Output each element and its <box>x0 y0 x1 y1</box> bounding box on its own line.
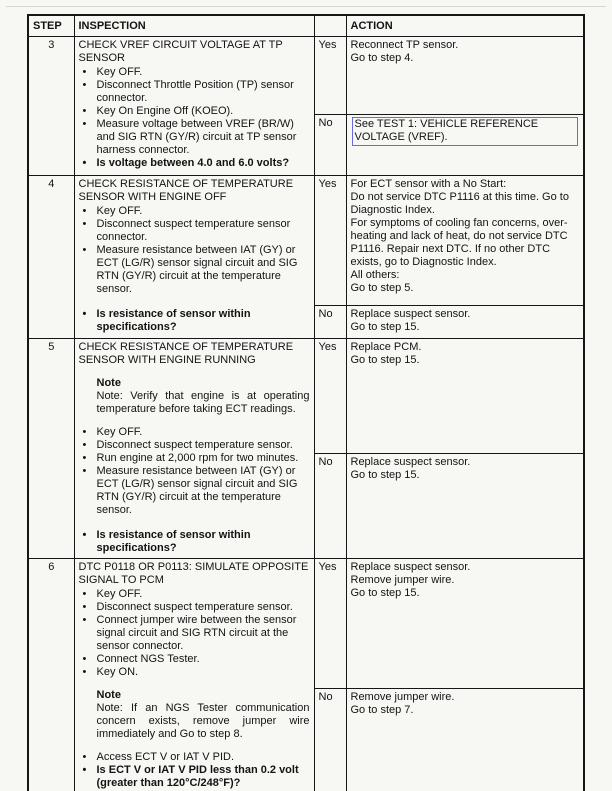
inspection-instruction-text: Key OFF. <box>96 66 143 78</box>
inspection-instruction <box>79 588 310 601</box>
inspection-instruction-text: Measure voltage between VREF (BR/W) and SIG RTN (GY/R) circuit at TP sensor harness connector. <box>96 118 297 156</box>
inspection-instruction-text: Is voltage between 4.0 and 6.0 volts? <box>96 157 290 169</box>
step-subrow-yes <box>28 176 584 306</box>
inspection-instruction <box>79 653 310 666</box>
inspection-instruction-text: Key ON. <box>96 666 139 678</box>
inspection-instruction <box>79 751 310 764</box>
inspection-instruction-text: Is ECT V or IAT V PID less than 0.2 volt (greater than 120°C/248°F)? <box>96 764 299 789</box>
action-text: Go to step 4. <box>350 52 414 64</box>
inspection-instruction <box>79 465 310 517</box>
bullet-icon: • <box>82 308 87 320</box>
action-text: Go to step 15. <box>350 469 420 482</box>
inspection-instruction <box>79 118 310 157</box>
answer-label: Yes <box>314 559 346 689</box>
bullet-icon: • <box>82 653 87 665</box>
result-column-header <box>314 15 346 37</box>
inspection-title: DTC P0118 OR P0113: SIMULATE OPPOSITE SIGNAL TO PCM <box>78 561 309 586</box>
inspection-instruction <box>79 205 310 218</box>
inspection-instruction-text: Disconnect suspect temperature sensor connector. <box>96 218 291 243</box>
inspection-question <box>79 308 310 334</box>
note-text: Note: Verify that engine is at operating temperature before taking ECT readings. <box>96 390 310 415</box>
bullet-icon: • <box>82 529 87 541</box>
action-cell <box>346 37 584 115</box>
action-cell <box>346 115 584 176</box>
action-text: Go to step 7. <box>350 704 414 717</box>
bullet-icon: • <box>82 426 87 438</box>
inspection-instruction-text: Is resistance of sensor within specifications? <box>96 308 251 333</box>
action-cell <box>346 454 584 559</box>
action-cell <box>346 689 584 791</box>
inspection-cell <box>74 37 314 176</box>
step-number: 5 <box>28 339 74 559</box>
bullet-icon: • <box>82 79 87 91</box>
step-column-header: STEP <box>28 15 74 37</box>
inspection-column-header: INSPECTION <box>74 15 314 37</box>
action-cell <box>346 339 584 454</box>
inspection-instruction-text: Key OFF. <box>96 205 143 217</box>
bullet-icon: • <box>82 751 87 763</box>
action-text: Go to step 15. <box>350 354 420 366</box>
inspection-instruction-text: Key On Engine Off (KOEO). <box>96 105 234 117</box>
inspection-instruction-text: Access ECT V or IAT V PID. <box>96 751 235 763</box>
action-cell <box>346 559 584 689</box>
step-number: 4 <box>28 176 74 339</box>
inspection-instruction-text: Key OFF. <box>96 588 143 600</box>
bullet-icon: • <box>82 614 87 626</box>
inspection-instruction-text: Is resistance of sensor within specifications? <box>96 529 251 554</box>
table-header-row <box>28 15 584 37</box>
inspection-instruction <box>79 439 310 452</box>
action-text: Replace suspect sensor. <box>350 561 471 573</box>
inspection-instruction <box>79 666 310 679</box>
bullet-icon: • <box>82 205 87 217</box>
inspection-instruction-text: Measure resistance between IAT (GY) or ECT (LG/R) sensor signal circuit and SIG RTN (GY/R) circuit at the temperature sensor. <box>96 244 298 295</box>
step-subrow-yes <box>28 559 584 689</box>
bullet-icon: • <box>82 452 87 464</box>
action-text: Reconnect TP sensor. <box>350 39 459 51</box>
answer-label: No <box>314 454 346 559</box>
inspection-instruction <box>79 614 310 653</box>
answer-label: No <box>314 689 346 791</box>
inspection-instruction-text: Measure resistance between IAT (GY) or ECT (LG/R) sensor signal circuit and SIG RTN (GY/R) circuit at the temperature sensor. <box>96 465 298 516</box>
inspection-instruction-text: Disconnect suspect temperature sensor. <box>96 601 293 613</box>
action-text: Remove jumper wire. <box>350 691 455 704</box>
inspection-instruction <box>79 426 310 439</box>
bullet-icon: • <box>82 465 87 477</box>
action-text: Replace suspect sensor. <box>350 456 471 469</box>
answer-label: Yes <box>314 176 346 306</box>
bullet-icon: • <box>82 218 87 230</box>
inspection-instruction-text: Run engine at 2,000 rpm for two minutes. <box>96 452 299 464</box>
inspection-question <box>79 529 310 555</box>
inspection-instruction-text: Key OFF. <box>96 426 143 438</box>
inspection-instruction <box>79 601 310 614</box>
action-text: Replace PCM. <box>350 341 422 353</box>
inspection-question <box>79 157 310 170</box>
page-top-rule <box>6 6 606 7</box>
inspection-title: CHECK VREF CIRCUIT VOLTAGE AT TP SENSOR <box>78 39 283 64</box>
step-subrow-yes <box>28 37 584 115</box>
inspection-cell <box>74 176 314 339</box>
inspection-instruction <box>79 105 310 118</box>
action-text: Go to step 15. <box>350 321 420 333</box>
inspection-instruction-text: Connect jumper wire between the sensor signal circuit and SIG RTN circuit at the sensor connector. <box>96 614 297 652</box>
step-subrow-yes <box>28 339 584 454</box>
action-cell <box>346 306 584 339</box>
bullet-icon: • <box>82 157 87 169</box>
action-text: All others: <box>350 269 400 281</box>
inspection-instruction-text: Disconnect Throttle Position (TP) sensor connector. <box>96 79 294 104</box>
spacer <box>79 517 310 529</box>
action-text: For ECT sensor with a No Start: <box>350 178 507 190</box>
action-text: Do not service DTC P1116 at this time. Go to Diagnostic Index. <box>350 191 569 216</box>
step-number: 6 <box>28 559 74 791</box>
action-column-header: ACTION <box>346 15 584 37</box>
bullet-icon: • <box>82 666 87 678</box>
inspection-cell <box>74 559 314 791</box>
bullet-icon: • <box>82 244 87 256</box>
action-text: Replace suspect sensor. <box>350 308 471 320</box>
bullet-icon: • <box>82 66 87 78</box>
spacer <box>79 296 310 308</box>
answer-label: Yes <box>314 339 346 454</box>
note-heading: Note <box>96 377 121 389</box>
inspection-instruction-text: Disconnect suspect temperature sensor. <box>96 439 293 451</box>
bullet-icon: • <box>82 764 87 776</box>
action-text: See TEST 1: VEHICLE REFERENCE VOLTAGE (VREF). <box>354 118 539 143</box>
table-body <box>28 37 584 791</box>
inspection-cell <box>74 339 314 559</box>
action-text: For symptoms of cooling fan concerns, over-heating and lack of heat, do not service DTC P1116. Repair next DTC. If no other DTC exists, go to Diagnostic Index. <box>350 217 568 268</box>
answer-label: No <box>314 115 346 176</box>
action-cell <box>346 176 584 306</box>
answer-label: Yes <box>314 37 346 115</box>
bullet-icon: • <box>82 588 87 600</box>
inspection-instruction-text: Connect NGS Tester. <box>96 653 200 665</box>
note-heading: Note <box>96 689 121 701</box>
step-number: 3 <box>28 37 74 176</box>
inspection-instruction <box>79 79 310 105</box>
action-text: Go to step 15. <box>350 587 420 599</box>
reference-link-box[interactable] <box>352 117 579 146</box>
inspection-question <box>79 764 310 790</box>
answer-label: No <box>314 306 346 339</box>
inspection-instruction <box>79 66 310 79</box>
inspection-instruction <box>79 244 310 296</box>
inspection-instruction <box>79 452 310 465</box>
action-text: Go to step 5. <box>350 282 414 294</box>
bullet-icon: • <box>82 118 87 130</box>
note-text: Note: If an NGS Tester communication concern exists, remove jumper wire immediately and Go to step 8. <box>96 702 310 740</box>
bullet-icon: • <box>82 105 87 117</box>
action-text: Remove jumper wire. <box>350 574 455 586</box>
inspection-title: CHECK RESISTANCE OF TEMPERATURE SENSOR WITH ENGINE RUNNING <box>78 341 294 366</box>
inspection-title: CHECK RESISTANCE OF TEMPERATURE SENSOR WITH ENGINE OFF <box>78 178 294 203</box>
pinpoint-test-table <box>27 14 585 791</box>
bullet-icon: • <box>82 439 87 451</box>
bullet-icon: • <box>82 601 87 613</box>
inspection-instruction <box>79 218 310 244</box>
